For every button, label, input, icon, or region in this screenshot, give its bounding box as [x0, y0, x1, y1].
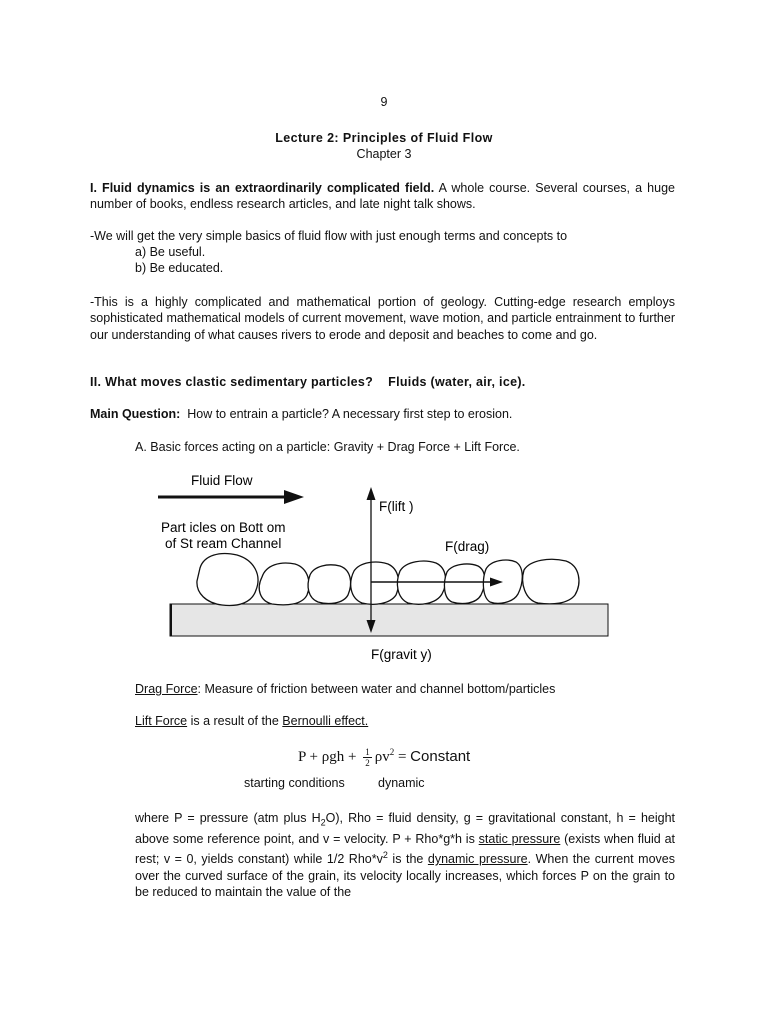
particles-label-line1: Part icles on Bott om [161, 520, 286, 535]
page-number: 9 [380, 95, 388, 109]
particle [444, 564, 484, 604]
dynamic-pressure-term: dynamic pressure [427, 852, 528, 867]
where-text-4: is the [387, 852, 428, 867]
section-1-paragraph [90, 180, 675, 213]
basics-item-a: a) Be useful. [135, 245, 206, 259]
equation-exponent: 2 [389, 747, 395, 757]
main-question-text: How to entrain a particle? A necessary first step to erosion. [187, 407, 513, 421]
forces-item-a: A. Basic forces acting on a particle: Gravity + Drag Force + Lift Force. [135, 440, 520, 454]
bernoulli-effect-term: Bernoulli effect. [282, 714, 369, 728]
fraction-denominator: 2 [365, 758, 370, 769]
particle [259, 563, 309, 605]
basics-item-b: b) Be educated. [135, 261, 224, 275]
equation-static-terms: P + ρgh + [298, 749, 361, 765]
section-1-text: A whole course. Several courses, a huge number of books, endless research articles, and late night talk shows. [90, 181, 675, 212]
equation-label-dynamic: dynamic [378, 776, 425, 790]
main-question-label: Main Question: [90, 407, 181, 421]
particles-label-line2: of St ream Channel [165, 536, 282, 551]
particle [308, 565, 351, 604]
where-text-5: . When the current moves over the curved surface of the grain, its velocity locally increases, which forces P on the grain to be reduced to maintain the value of the [135, 852, 675, 899]
lift-force-term: Lift Force [135, 714, 188, 728]
static-pressure-term: static pressure [478, 831, 561, 846]
drag-force-definition [135, 682, 555, 696]
section-1-heading: I. Fluid dynamics is an extraordinarily complicated field. [90, 181, 435, 195]
where-text-2: O), Rho = fluid density, g = gravitational constant, h = height above some reference point, and v = velocity. P + Rho*g*h is [135, 811, 676, 846]
basics-intro: -We will get the very simple basics of fluid flow with just enough terms and concepts to [90, 229, 568, 243]
sediment-particles [197, 554, 579, 606]
section-2-question: II. What moves clastic sedimentary particles? [90, 375, 374, 389]
page-title: Lecture 2: Principles of Fluid Flow [275, 131, 493, 145]
lift-force-label: F(lift ) [379, 499, 414, 514]
where-text-3: (exists when fluid at rest; v = 0, yields constant) while 1/2 Rho*v [135, 831, 676, 867]
section-2-answer: Fluids (water, air, ice). [388, 375, 526, 389]
section-2-heading [90, 375, 526, 389]
equation-dynamic-term: ρv [374, 749, 390, 765]
main-question [90, 407, 512, 421]
equation-half-fraction [363, 747, 372, 768]
where-subscript: 2 [320, 817, 326, 828]
equation-equals: = [394, 749, 411, 765]
fraction-numerator: 1 [365, 747, 370, 758]
complicated-paragraph: -This is a highly complicated and mathematical portion of geology. Cutting-edge research employs sophisticated mathematical models of current movement, wave motion, and particle entrainment to further our understanding of what causes rivers to erode and deposit and beaches to come and go. [90, 295, 675, 342]
bernoulli-equation [298, 747, 470, 768]
equation-label-starting-conditions: starting conditions [244, 776, 345, 790]
fluid-flow-label: Fluid Flow [191, 473, 253, 488]
gravity-force-label: F(gravit y) [371, 647, 432, 662]
fluid-flow-arrow [158, 490, 304, 504]
particle [523, 559, 579, 604]
lift-force-definition [135, 714, 368, 728]
drag-force-term: Drag Force [135, 682, 198, 696]
chapter-subtitle: Chapter 3 [356, 147, 412, 161]
drag-force-text: : Measure of friction between water and channel bottom/particles [197, 682, 556, 696]
lift-force-middle: is a result of the [187, 714, 283, 728]
force-diagram [0, 465, 768, 670]
equation-constant: Constant [410, 748, 471, 765]
where-superscript: 2 [382, 850, 388, 861]
particle [351, 562, 399, 604]
particle [197, 554, 258, 606]
stream-channel-bed [170, 604, 608, 636]
where-text-1: where P = pressure (atm plus H [135, 811, 321, 825]
drag-force-label: F(drag) [445, 539, 490, 554]
where-paragraph [135, 810, 675, 900]
